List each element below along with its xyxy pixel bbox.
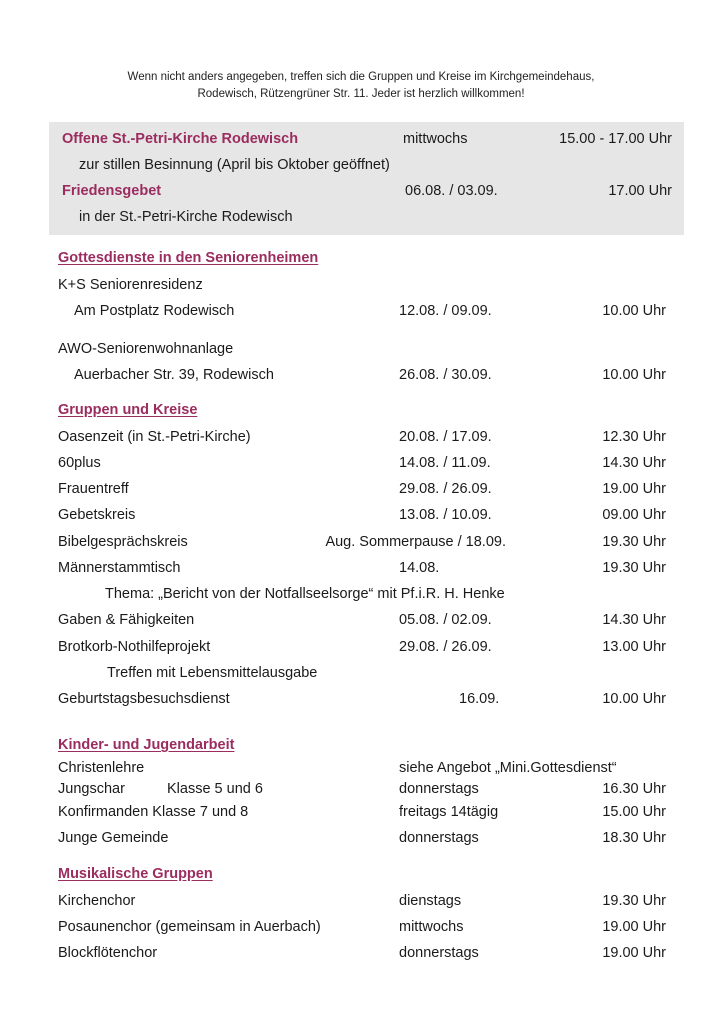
musik-time: 19.00 Uhr	[602, 945, 666, 961]
gruppe-name: Brotkorb-Nothilfeprojekt	[58, 639, 211, 655]
thema-note: Thema: „Bericht von der Notfallseelsorge“ mit Pf.i.R. H. Henke	[105, 586, 505, 602]
senioren-time: 10.00 Uhr	[602, 303, 666, 319]
gruppe-dates: Aug. Sommerpause / 18.09.	[325, 534, 506, 550]
jungschar-time: 16.30 Uhr	[602, 781, 666, 797]
musik-time: 19.00 Uhr	[602, 919, 666, 935]
gruppe-name: Gaben & Fähigkeiten	[58, 612, 195, 628]
gruppe-name: 60plus	[58, 455, 101, 471]
jungschar-day: donnerstags	[399, 781, 479, 797]
gruppe-time: 10.00 Uhr	[602, 691, 666, 707]
gruppe-time: 12.30 Uhr	[602, 429, 666, 445]
jungschar-name: Jungschar	[58, 781, 125, 797]
musik-name: Posaunenchor (gemeinsam in Auerbach)	[58, 919, 321, 935]
offene-kirche-day: mittwochs	[403, 131, 468, 147]
gruppe-dates: 14.08.	[399, 560, 440, 576]
friedensgebet-title: Friedensgebet	[62, 183, 162, 199]
senioren-dates: 12.08. / 09.09.	[399, 303, 492, 319]
senioren-time: 10.00 Uhr	[602, 367, 666, 383]
konfirmanden-day: freitags 14tägig	[399, 804, 499, 820]
friedensgebet-time: 17.00 Uhr	[608, 183, 672, 199]
gruppe-time: 13.00 Uhr	[602, 639, 666, 655]
junge-gemeinde-time: 18.30 Uhr	[602, 830, 666, 846]
musik-name: Kirchenchor	[58, 893, 136, 909]
musik-name: Blockflötenchor	[58, 945, 158, 961]
brotkorb-note: Treffen mit Lebensmittelausgabe	[107, 665, 318, 681]
gruppe-time: 19.30 Uhr	[602, 560, 666, 576]
gruppe-time: 19.00 Uhr	[602, 481, 666, 497]
gruppe-dates: 13.08. / 10.09.	[399, 507, 492, 523]
senioren-sub: Auerbacher Str. 39, Rodewisch	[74, 367, 274, 383]
gruppe-name: Oasenzeit (in St.-Petri-Kirche)	[58, 429, 251, 445]
christenlehre-name: Christenlehre	[58, 760, 145, 776]
gruppe-name: Männerstammtisch	[58, 560, 181, 576]
gruppe-time: 09.00 Uhr	[602, 507, 666, 523]
senioren-sub: Am Postplatz Rodewisch	[74, 303, 235, 319]
offene-kirche-note: zur stillen Besinnung (April bis Oktober geöffnet)	[79, 157, 390, 173]
intro-line-1: Wenn nicht anders angegeben, treffen sich die Gruppen und Kreise im Kirchgemeindehaus,	[127, 71, 595, 83]
musik-day: dienstags	[399, 893, 462, 909]
senioren-dates: 26.08. / 30.09.	[399, 367, 492, 383]
friedensgebet-dates: 06.08. / 03.09.	[405, 183, 498, 199]
musik-time: 19.30 Uhr	[602, 893, 666, 909]
gruppe-dates: 29.08. / 26.09.	[399, 639, 492, 655]
konfirmanden-time: 15.00 Uhr	[602, 804, 666, 820]
senioren-name: K+S Seniorenresidenz	[58, 277, 203, 293]
friedensgebet-note: in der St.-Petri-Kirche Rodewisch	[79, 209, 293, 225]
gruppe-time: 19.30 Uhr	[602, 534, 666, 550]
musik-day: mittwochs	[399, 919, 464, 935]
gruppe-dates: 29.08. / 26.09.	[399, 481, 492, 497]
gruppe-time: 14.30 Uhr	[602, 455, 666, 471]
section-heading-musik: Musikalische Gruppen	[58, 866, 213, 882]
gruppe-dates: 14.08. / 11.09.	[399, 455, 491, 471]
junge-gemeinde-day: donnerstags	[399, 830, 479, 846]
junge-gemeinde-name: Junge Gemeinde	[58, 830, 169, 846]
section-heading-seniorenheime: Gottesdienste in den Seniorenheimen	[58, 250, 319, 266]
gruppe-name: Bibelgesprächskreis	[58, 534, 188, 550]
gruppe-dates: 16.09.	[459, 691, 500, 707]
christenlehre-info: siehe Angebot „Mini.Gottesdienst“	[399, 760, 617, 776]
gruppe-dates: 20.08. / 17.09.	[399, 429, 492, 445]
section-heading-kinder: Kinder- und Jugendarbeit	[58, 737, 235, 753]
konfirmanden-name: Konfirmanden Klasse 7 und 8	[58, 804, 249, 820]
gruppe-dates: 05.08. / 02.09.	[399, 612, 492, 628]
gruppe-time: 14.30 Uhr	[602, 612, 666, 628]
senioren-name: AWO-Seniorenwohnanlage	[58, 341, 234, 357]
musik-day: donnerstags	[399, 945, 479, 961]
jungschar-class: Klasse 5 und 6	[167, 781, 263, 797]
intro-line-2: Rodewisch, Rützengrüner Str. 11. Jeder ist herzlich willkommen!	[197, 88, 525, 100]
gruppe-name: Gebetskreis	[58, 507, 136, 523]
section-heading-gruppen: Gruppen und Kreise	[58, 402, 198, 418]
offene-kirche-title: Offene St.-Petri-Kirche Rodewisch	[62, 131, 299, 147]
offene-kirche-time: 15.00 - 17.00 Uhr	[559, 131, 672, 147]
gruppe-name: Geburtstagsbesuchsdienst	[58, 691, 230, 707]
gruppe-name: Frauentreff	[58, 481, 129, 497]
